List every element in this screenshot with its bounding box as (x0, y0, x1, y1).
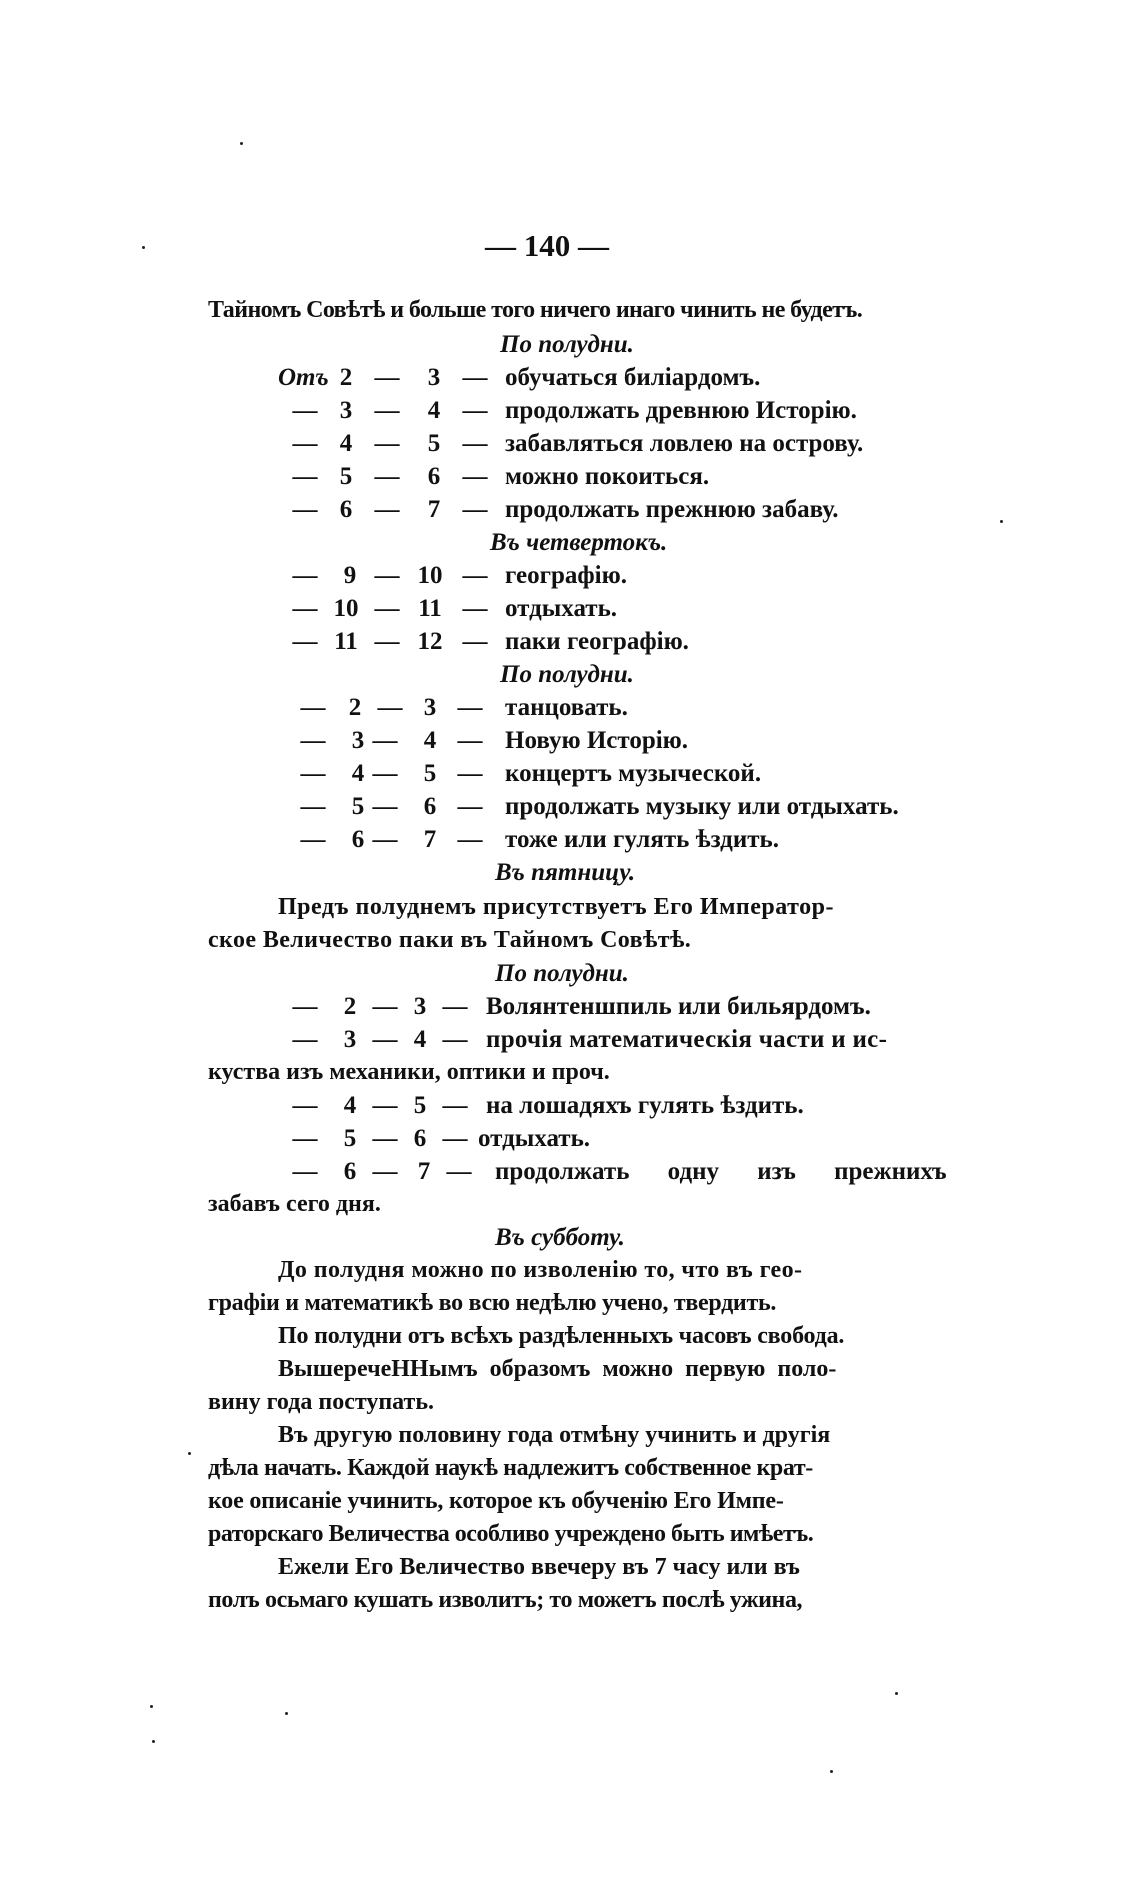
dash: — (300, 793, 326, 820)
end-hour: 12 (417, 628, 443, 655)
text-line: полъ осьмаго кушать изволитъ; то можетъ послѣ ужина, (208, 1587, 803, 1613)
dash: — (462, 628, 488, 655)
end-hour: 5 (427, 430, 441, 457)
activity: продолжать одну изъ прежнихъ (495, 1158, 947, 1185)
schedule-row (0, 629, 1140, 659)
text-line: кое описаніе учинить, которое къ обученію Его Импе- (208, 1488, 784, 1514)
activity: тоже или гулять ѣздить. (505, 826, 779, 853)
end-hour: 10 (417, 562, 443, 589)
section-heading: Въ пятницу. (495, 859, 636, 886)
dash: — (300, 727, 326, 754)
activity: забавляться ловлею на острову. (505, 430, 864, 457)
dash: — (442, 1125, 468, 1152)
end-hour: 4 (413, 1026, 427, 1053)
start-hour: 3 (343, 1026, 357, 1053)
activity: отдыхать. (478, 1125, 591, 1152)
start-hour: 5 (343, 1125, 357, 1152)
dash: — (374, 430, 400, 457)
dash: — (292, 496, 318, 523)
end-hour: 3 (427, 364, 441, 391)
start-hour: 6 (339, 496, 353, 523)
dash: — (442, 993, 468, 1020)
activity: продолжать прежнюю забаву. (505, 496, 839, 523)
scan-speck (240, 142, 243, 145)
dash: — (462, 364, 488, 391)
schedule-row (0, 695, 1140, 725)
page-number: — 140 — (485, 228, 609, 263)
text-line: Ежели Его Величество ввечеру въ 7 часу или въ (278, 1554, 800, 1580)
dash: — (372, 1092, 398, 1119)
schedule-row (0, 728, 1140, 758)
dash: — (300, 694, 326, 721)
activity: танцовать. (505, 694, 628, 721)
dash: — (292, 1158, 318, 1185)
schedule-row (0, 464, 1140, 494)
dash: — (292, 1092, 318, 1119)
section-heading: Въ субботу. (495, 1224, 625, 1251)
dash: — (374, 496, 400, 523)
dash: — (372, 793, 398, 820)
start-hour: 10 (333, 595, 359, 622)
schedule-row (0, 596, 1140, 626)
dash: — (462, 496, 488, 523)
schedule-row (0, 1159, 1140, 1189)
dash: — (292, 1026, 318, 1053)
dash: — (292, 562, 318, 589)
end-hour: 4 (423, 727, 437, 754)
dash: — (462, 397, 488, 424)
schedule-row (0, 398, 1140, 428)
text-line: Въ другую половину года отмѣну учинить и другія (278, 1422, 831, 1448)
start-hour: 9 (343, 562, 357, 589)
text-line: раторскаго Величества особливо учреждено быть имѣетъ. (208, 1521, 814, 1547)
from-label: Отъ (278, 364, 329, 391)
text-line: Тайномъ Совѣтѣ и больше того ничего инаго чинить не будетъ. (208, 297, 863, 323)
schedule-row (0, 1027, 1140, 1057)
text-line: вину года поступать. (208, 1389, 435, 1415)
dash: — (462, 595, 488, 622)
scan-speck (188, 1452, 191, 1455)
dash: — (446, 1158, 472, 1185)
start-hour: 5 (351, 793, 365, 820)
schedule-row (0, 563, 1140, 593)
start-hour: 5 (339, 463, 353, 490)
schedule-row (0, 431, 1140, 461)
schedule-row (0, 827, 1140, 857)
start-hour: 2 (339, 364, 353, 391)
activity: Новую Исторію. (505, 727, 689, 754)
end-hour: 4 (427, 397, 441, 424)
dash: — (372, 1026, 398, 1053)
dash: — (442, 1026, 468, 1053)
end-hour: 5 (413, 1092, 427, 1119)
schedule-row (0, 994, 1140, 1024)
end-hour: 7 (417, 1158, 431, 1185)
dash: — (300, 826, 326, 853)
scan-speck (1000, 520, 1003, 523)
end-hour: 3 (413, 993, 427, 1020)
dash: — (457, 793, 483, 820)
text-line: дѣла начать. Каждой наукѣ надлежитъ собственное крат- (208, 1455, 813, 1481)
end-hour: 7 (423, 826, 437, 853)
dash: — (462, 562, 488, 589)
start-hour: 11 (334, 628, 358, 655)
start-hour: 4 (351, 760, 365, 787)
dash: — (462, 463, 488, 490)
activity: прочія математическія части и ис- (486, 1026, 888, 1053)
start-hour: 2 (343, 993, 357, 1020)
dash: — (442, 1092, 468, 1119)
dash: — (372, 760, 398, 787)
dash: — (372, 1158, 398, 1185)
dash: — (372, 826, 398, 853)
schedule-row (0, 794, 1140, 824)
dash: — (372, 993, 398, 1020)
section-heading: По полудни. (500, 661, 634, 688)
dash: — (292, 430, 318, 457)
end-hour: 11 (418, 595, 442, 622)
dash: — (300, 760, 326, 787)
dash: — (292, 993, 318, 1020)
text-line: ское Величество паки въ Тайномъ Совѣтѣ. (208, 927, 692, 953)
dash: — (292, 463, 318, 490)
section-heading: По полудни. (500, 331, 634, 358)
text-line: ВышеречеННымъ образомъ можно первую поло- (278, 1356, 837, 1382)
dash: — (374, 397, 400, 424)
dash: — (372, 1125, 398, 1152)
activity: отдыхать. (505, 595, 618, 622)
dash: — (292, 628, 318, 655)
start-hour: 6 (351, 826, 365, 853)
start-hour: 3 (351, 727, 365, 754)
dash: — (374, 595, 400, 622)
dash: — (462, 430, 488, 457)
start-hour: 2 (348, 694, 362, 721)
activity: можно покоиться. (505, 463, 710, 490)
activity: продолжать музыку или отдыхать. (505, 793, 899, 820)
activity: Волянтеншпиль или бильярдомъ. (486, 993, 871, 1020)
dash: — (457, 826, 483, 853)
end-hour: 3 (423, 694, 437, 721)
text-line: забавъ сего дня. (208, 1191, 381, 1217)
dash: — (374, 562, 400, 589)
end-hour: 7 (427, 496, 441, 523)
start-hour: 4 (343, 1092, 357, 1119)
section-heading: Въ четвертокъ. (490, 529, 668, 556)
end-hour: 5 (423, 760, 437, 787)
dash: — (374, 463, 400, 490)
schedule-row (0, 365, 1140, 395)
schedule-row (0, 497, 1140, 527)
scan-speck (152, 1740, 155, 1743)
text-line: По полудни отъ всѣхъ раздѣленныхъ часовъ свобода. (278, 1323, 845, 1349)
text-line: Предъ полуднемъ присутствуетъ Его Император- (278, 894, 834, 920)
activity: на лошадяхъ гулять ѣздить. (486, 1092, 804, 1119)
schedule-row (0, 761, 1140, 791)
dash: — (292, 1125, 318, 1152)
scan-speck (285, 1712, 288, 1715)
end-hour: 6 (423, 793, 437, 820)
activity: концертъ музыческой. (505, 760, 762, 787)
end-hour: 6 (413, 1125, 427, 1152)
schedule-row (0, 1126, 1140, 1156)
dash: — (377, 694, 403, 721)
end-hour: 6 (427, 463, 441, 490)
dash: — (457, 760, 483, 787)
section-heading: По полудни. (495, 960, 629, 987)
dash: — (457, 727, 483, 754)
scan-speck (142, 246, 145, 249)
start-hour: 4 (339, 430, 353, 457)
dash: — (374, 364, 400, 391)
activity: географію. (505, 562, 627, 589)
text-line: До полудня можно по изволенію то, что въ гео- (278, 1257, 803, 1283)
start-hour: 3 (339, 397, 353, 424)
activity: паки географію. (505, 628, 689, 655)
text-line: куства изъ механики, оптики и проч. (208, 1059, 610, 1085)
schedule-row (0, 1093, 1140, 1123)
dash: — (374, 628, 400, 655)
dash: — (457, 694, 483, 721)
activity: обучаться биліардомъ. (505, 364, 761, 391)
start-hour: 6 (343, 1158, 357, 1185)
scan-speck (150, 1705, 153, 1708)
scan-speck (830, 1770, 833, 1773)
dash: — (292, 397, 318, 424)
text-line: графіи и математикѣ во всю недѣлю учено, твердить. (208, 1290, 777, 1316)
dash: — (292, 595, 318, 622)
activity: продолжать древнюю Исторію. (505, 397, 857, 424)
scan-speck (895, 1692, 898, 1695)
dash: — (372, 727, 398, 754)
